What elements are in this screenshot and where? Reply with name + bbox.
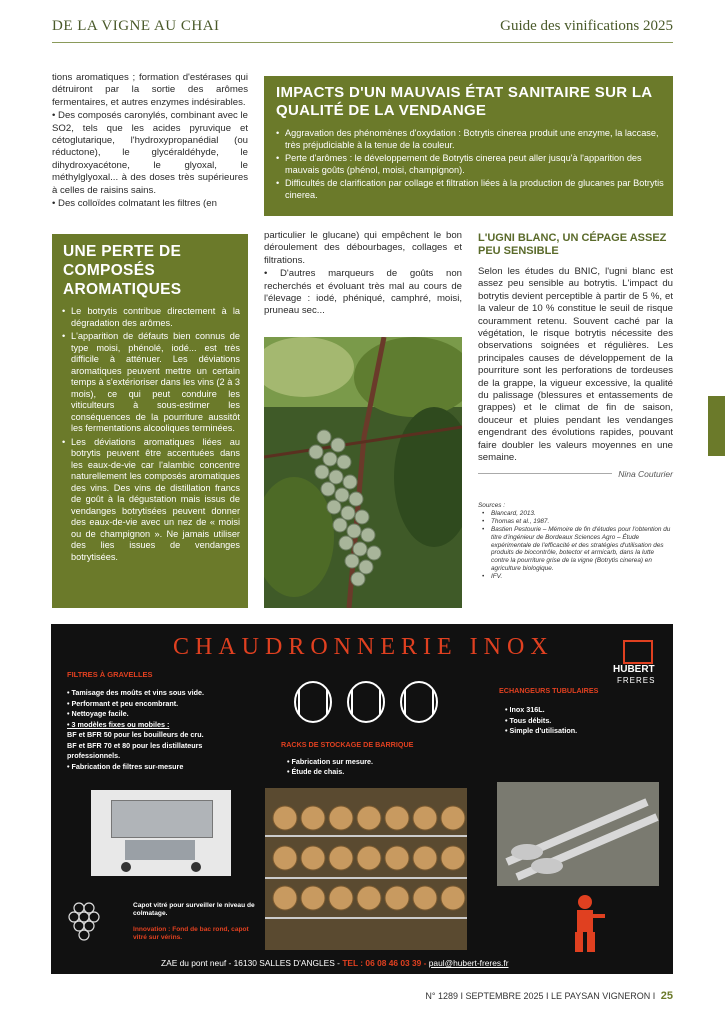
filtres-item: • Performant et peu encombrant.: [67, 698, 179, 708]
list-item: • L'apparition de défauts bien connus de type moisi, phénolé, iodé... est très difficile à atténuer. Les déviations aromatiques peuvent mettre un certain temps à s'extérioriser dans les vins (2 à 3 mois), ce qui peut conduire les viticulteurs à sous-estimer les conséquences de la pourriture aussitôt les fermentations alcooliques terminées.: [62, 331, 240, 435]
paragraph: • Des composés caronylés, combinant avec le SO2, tels que les acides pyruvique et cétoglutarique, l'hydroxypropanédial (ou réductone), le glycéraldéhyde, le dihydroxyacétone, le glyoxal, le méthylglyoxal... à des doses très supérieures à celles de raisins sains.: [52, 110, 248, 196]
brand-sub: FRERES: [617, 676, 656, 685]
filtres-title: FILTRES À GRAVELLES: [67, 670, 153, 679]
ad-title: CHAUDRONNERIE INOX: [173, 634, 554, 660]
list-item: • Les déviations aromatiques liées au botrytis peuvent être accentuées dans les eaux-de-vie car l'alambic concentre naturellement les composés aromatiques des vins. Des vins de distillation francs de goût à la dégustation mais issus de vendanges botrytisées peuvent donner des eaux-de-vie avec un nez de « moisi ou de champignon ». Ne jamais utiliser des lies issues de vendanges botrytisées.: [62, 437, 240, 564]
footer: [425, 990, 673, 1002]
echangeurs-item: • Tous débits.: [505, 715, 552, 725]
author-divider: [478, 473, 612, 474]
brand-name: HUBERT: [613, 664, 655, 675]
guide-title: Guide des vinifications 2025: [500, 18, 673, 34]
filtres-item: • Tamisage des moûts et vins sous vide.: [67, 688, 204, 697]
contact-email[interactable]: paul@hubert-freres.fr: [428, 958, 509, 968]
filtres-item: • 3 modèles fixes ou mobiles :: [67, 719, 170, 729]
source-item: • Blancard, 2013.: [482, 510, 673, 518]
contact-address: ZAE du pont neuf - 16130 SALLES D'ANGLES -: [161, 958, 340, 968]
exchanger-photo: [497, 782, 659, 886]
racks-list: [287, 757, 373, 777]
innovation-note: Innovation : Fond de bac rond, capot vitré sur vérins.: [133, 926, 249, 942]
grapes-icon: [65, 894, 105, 946]
echangeurs-item: • Inox 316L.: [505, 705, 545, 714]
list-item: • Le botrytis contribue directement à la dégradation des arômes.: [62, 306, 240, 329]
list-item: • Difficultés de clarification par collage et filtration liées à la production de glucanes par Botrytis cinerea.: [276, 178, 664, 201]
echangeurs-list: [505, 705, 577, 737]
barrel-racks-image: [265, 788, 467, 950]
col1-top-text: [52, 72, 248, 211]
paragraph: • Des colloïdes colmatant les filtres (en: [52, 198, 217, 210]
ad-contact: [161, 958, 509, 968]
sources-list: [478, 510, 673, 581]
filtres-item: • Nettoyage facile.: [67, 709, 129, 718]
source-item: • Thomas et al., 1987.: [482, 518, 673, 526]
echangeurs-item: • Simple d'utilisation.: [505, 726, 578, 735]
perte-list: [62, 306, 240, 565]
filtres-item: • Fabrication de filtres sur-mesure: [67, 761, 184, 771]
paragraph: particulier le glucane) qui empêchent le bon déroulement des débourbages, collages et filtrations.: [264, 230, 462, 266]
filtres-item: BF et BFR 70 et 80 pour les distillateurs professionnels.: [67, 740, 203, 760]
footer-text: N° 1289 I SEPTEMBRE 2025 I LE PAYSAN VIGNERON I: [425, 991, 656, 1001]
paragraph: tions aromatiques ; formation d'estérases qui détruiront par la sortie des arômes fermentaires, et autres enzymes indésirables.: [52, 72, 248, 108]
echangeurs-title: ECHANGEURS TUBULAIRES: [499, 686, 599, 695]
impacts-title: IMPACTS D'UN MAUVAIS ÉTAT SANITAIRE SUR LA QUALITÉ DE LA VENDANGE: [276, 84, 652, 119]
filter-machine-photo: [91, 790, 231, 876]
racks-item: • Étude de chais.: [287, 767, 345, 776]
author: Nina Couturier: [618, 468, 673, 479]
racks-item: • Fabrication sur mesure.: [287, 757, 373, 766]
filtres-item: BF et BFR 50 pour les bouilleurs de cru.: [67, 730, 204, 739]
filtres-list: [67, 688, 257, 772]
sources-label: Sources :: [478, 502, 505, 509]
ugni-title: L'UGNI BLANC, UN CÉPAGE ASSEZ PEU SENSIBLE: [478, 232, 667, 257]
grape-photo: [264, 337, 462, 608]
racks-title: RACKS DE STOCKAGE DE BARRIQUE: [281, 740, 414, 749]
contact-phone[interactable]: TEL : 06 08 46 03 39 -: [342, 958, 427, 968]
capot-note: Capot vitré pour surveiller le niveau de colmatage.: [133, 902, 255, 918]
list-item: • Aggravation des phénomènes d'oxydation : Botrytis cinerea produit une enzyme, la laccase, très préjudiciable à la tenue de la couleur.: [276, 128, 664, 151]
ugni-body: Selon les études du BNIC, l'ugni blanc est assez peu sensible au botrytis. L'impact du botrytis devient perceptible à partir de 5 %, et la valeur de 10 % constitue le seuil de risque couramment retenu. Souvent caché par la végétation, le risque botrytis nécessite des observations soignées et régulières. Les principales causes de développement de la pourriture sont les perforations de tordeuses de la grappe, la vigueur excessive, la qualité du palissage (blessures et entassements de grappes) et le climat de fin de saison, douceur et pluies pendant les vendanges engendrant des évolutions rapides, pouvant faire doubler les valeurs moyennes en une semaine.: [478, 266, 673, 464]
col2-top-text: [264, 230, 462, 319]
tubes-image: [497, 782, 659, 886]
source-item: • Bastien Pestourie – Mémoire de fin d'études pour l'obtention du titre d'ingénieur de Bordeaux Sciences Agro – Étude expérimentale de l'efficacité et des stratégies d'utilisation des produits de biocontrôle, botector et armicarb, dans la lutte contre la pourriture grise de la vigne (Botrytis cinerea) en agriculture biologique.: [482, 526, 673, 573]
barrels-icon: [291, 680, 441, 724]
header-divider: [52, 42, 673, 43]
side-tab: [708, 396, 725, 456]
grape-image: [264, 337, 462, 608]
source-item: • IFV.: [482, 573, 673, 581]
sources: [478, 502, 673, 581]
welder-icon: [567, 894, 607, 956]
impacts-box: [264, 76, 673, 216]
section-title: DE LA VIGNE AU CHAI: [52, 18, 220, 34]
list-item: • Perte d'arômes : le développement de Botrytis cinerea peut aller jusqu'à l'apparition des mauvais goûts (phénol, moisi, champignon).: [276, 153, 664, 176]
hubert-logo-icon: [623, 640, 653, 664]
perte-box: [52, 234, 248, 608]
paragraph: • D'autres marqueurs de goûts non recherchés et évoluant très mal au cours de l'élevage : iodé, phéniqué, camphré, moisi, pruneau sec...: [264, 268, 462, 317]
page-number: 25: [660, 990, 673, 1002]
impacts-list: [276, 128, 664, 204]
perte-title: UNE PERTE DE COMPOSÉS AROMATIQUES: [63, 243, 182, 298]
ugni-section: [478, 232, 673, 479]
advertisement: [51, 624, 673, 974]
racks-photo: [265, 788, 467, 950]
